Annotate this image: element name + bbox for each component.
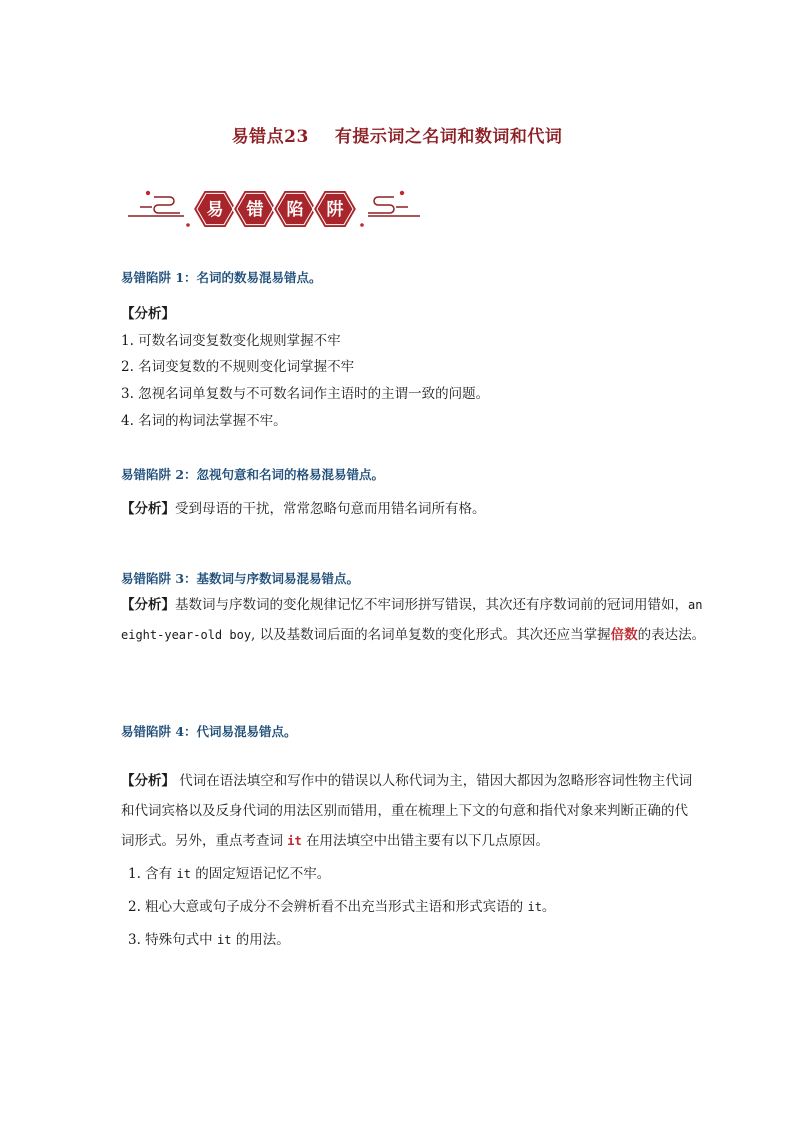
banner-char: 阱 xyxy=(326,200,344,220)
dot-icon xyxy=(360,223,364,227)
list-item: 3. 忽视名词单复数与不可数名词作主语时的主谓一致的问题。 xyxy=(121,386,490,402)
list-item: 1. 可数名词变复数变化规则掌握不牢 xyxy=(121,333,341,349)
item-code: it xyxy=(527,900,542,914)
section-4-heading: 易错陷阱 4：代词易混易错点。 xyxy=(121,724,297,739)
section-3-label: 【分析】 xyxy=(121,597,175,613)
item-text: 2. 粗心大意或句子成分不会辨析看不出充当形式主语和形式宾语的 xyxy=(128,899,528,915)
item-text: 的固定短语记忆不牢。 xyxy=(190,866,331,882)
item-text: 3. 特殊句式中 xyxy=(128,932,217,948)
dot-icon xyxy=(146,191,150,195)
section-3-example: an eight-year-old boy xyxy=(121,598,703,642)
title-number: 易错点23 xyxy=(231,127,309,147)
section-3-heading: 易错陷阱 3：基数词与序数词易混易错点。 xyxy=(121,571,360,586)
section-2-text: 受到母语的干扰，常常忽略句意而用错名词所有格。 xyxy=(175,501,486,517)
section-3-highlight: 倍数 xyxy=(610,627,638,643)
list-item xyxy=(128,862,330,882)
section-2-paragraph xyxy=(121,497,486,517)
section-3-paragraph xyxy=(121,590,711,650)
item-code: it xyxy=(216,933,232,947)
title-text: 有提示词之名词和数词和代词 xyxy=(334,127,563,147)
section-3-text-d: 的表达法。 xyxy=(637,627,706,643)
item-text: 。 xyxy=(541,899,556,915)
section-4-text-a: 代词在语法填空和写作中的错误以人称代词为主，错因大都因为忽略形容词性物主代词和代词宾格以及反身代词的用法区别而错用，重在梳理上下文的句意和指代对象来判断正确的代词形式。另外，重点考查词 xyxy=(121,773,693,849)
section-4-text-b: 在用法填空中出错主要有以下几点原因。 xyxy=(301,833,550,849)
section-1-label: 【分析】 xyxy=(121,306,175,322)
banner-char: 错 xyxy=(246,200,264,220)
banner-graphic xyxy=(124,183,424,235)
banner-char: 易 xyxy=(206,200,224,220)
section-2-label: 【分析】 xyxy=(121,501,175,517)
left-ornament-icon xyxy=(128,197,184,216)
section-3-text-c: , 以及基数词后面的名词单复数的变化形式。其次还应当掌握 xyxy=(251,627,611,643)
list-item: 2. 名词变复数的不规则变化词掌握不牢 xyxy=(121,359,355,375)
section-4-paragraph xyxy=(121,766,701,856)
list-item xyxy=(128,928,290,948)
dot-icon xyxy=(400,191,404,195)
section-2-heading: 易错陷阱 2：忽视句意和名词的格易混易错点。 xyxy=(121,467,385,482)
section-4-highlight: it xyxy=(287,834,302,848)
section-4-label: 【分析】 xyxy=(121,773,175,789)
page-title xyxy=(0,122,794,147)
banner-char: 陷 xyxy=(286,200,304,220)
item-code: it xyxy=(176,867,191,881)
section-banner xyxy=(124,183,424,235)
dot-icon xyxy=(186,223,190,227)
list-item xyxy=(128,895,555,915)
section-3-text-a: 基数词与序数词的变化规律记忆不牢词形拼写错误，其次还有序数词前的冠词用错如， xyxy=(175,597,688,613)
section-1-heading: 易错陷阱 1：名词的数易混易错点。 xyxy=(121,270,322,285)
item-text: 1. 含有 xyxy=(128,866,177,882)
right-ornament-icon xyxy=(368,197,420,216)
item-text: 的用法。 xyxy=(231,932,290,948)
list-item: 4. 名词的构词法掌握不牢。 xyxy=(121,413,287,429)
